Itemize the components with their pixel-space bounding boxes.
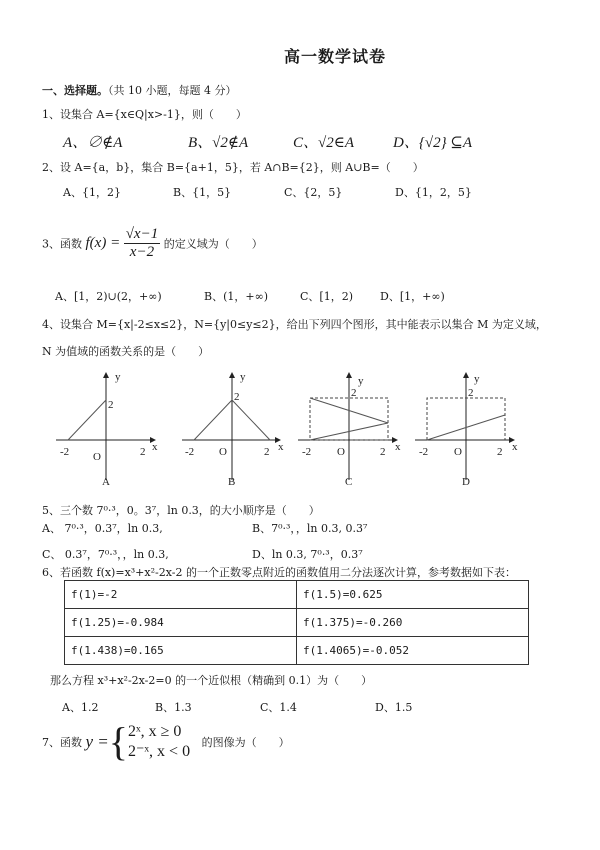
q3-denominator: x−2: [129, 244, 155, 260]
q3-fraction: [124, 226, 161, 261]
graph-a: [56, 371, 158, 488]
x-tick-2: 2: [140, 446, 146, 458]
graph-c: [298, 375, 401, 488]
origin-label: O: [93, 451, 101, 463]
q4-stem-line2: N 为值域的函数关系的是（ ）: [42, 345, 210, 358]
q6-option-d: D、1.5: [375, 701, 413, 714]
q7-prefix: 7、函数: [42, 736, 82, 749]
q7-suffix: 的图像为（ ）: [201, 736, 290, 749]
x-tick-2: 2: [497, 446, 503, 458]
y-tick-2: 2: [108, 399, 114, 411]
q4-graphs: [0, 360, 600, 495]
q7-function: y =: [85, 732, 109, 751]
q6-option-a: A、1.2: [62, 701, 99, 714]
table-row: [65, 637, 529, 665]
q2-option-d: D、{1，2，5}: [395, 186, 472, 199]
table-cell: f(1.25)=-0.984: [65, 609, 297, 637]
y-label: y: [115, 371, 121, 383]
q6-followup: 那么方程 x³+x²-2x-2=0 的一个近似根（精确到 0.1）为（ ）: [50, 674, 373, 687]
x-tick-neg2: -2: [302, 446, 312, 458]
table-cell: f(1.5)=0.625: [297, 581, 529, 609]
q1-stem: 1、设集合 A={x∈Q|x>-1}，则（ ）: [42, 108, 247, 121]
q3-function: f(x) =: [85, 235, 121, 251]
y-tick-2: 2: [351, 387, 357, 399]
graph-label: B: [228, 476, 236, 488]
table-row: [65, 581, 529, 609]
page-title: 高一数学试卷: [283, 47, 386, 66]
graph-label: A: [102, 476, 110, 488]
section-title: 一、选择题。: [42, 84, 108, 97]
q3-option-d: D、[1，+∞): [380, 290, 445, 303]
q3-option-a: A、[1，2)∪(2，+∞): [55, 290, 162, 303]
q5-stem: 5、三个数 7⁰·³，0。3⁷，ln 0.3，的大小顺序是（ ）: [42, 504, 320, 517]
q3-prefix: 3、函数: [42, 237, 82, 251]
x-tick-neg2: -2: [419, 446, 429, 458]
y-label: y: [240, 371, 246, 383]
q2-option-b: B、{1，5}: [173, 186, 232, 199]
q5-option-c: C、 0.3⁷，7⁰·³，，ln 0.3,: [42, 548, 169, 561]
q5-option-b: B、7⁰·³，，ln 0.3, 0.3⁷: [252, 522, 368, 535]
section-heading: [42, 82, 236, 98]
table-row: [65, 609, 529, 637]
q1-option-b: B、√2∉A: [188, 135, 249, 151]
q1-option-a: A、∅∉A: [63, 135, 123, 151]
q2-stem: 2、设 A={a，b}，集合 B={a+1，5}，若 A∩B={2}，则 A∪B=（ ）: [42, 161, 424, 174]
origin-label: O: [337, 446, 345, 458]
q5-option-d: D、ln 0.3, 7⁰·³，0.3⁷: [252, 548, 363, 561]
q5-option-a: A、 7⁰·³，0.3⁷，ln 0.3,: [42, 522, 163, 535]
x-tick-neg2: -2: [60, 446, 70, 458]
origin-label: O: [219, 446, 227, 458]
q7-piecewise: [128, 722, 190, 762]
q6-option-b: B、1.3: [155, 701, 192, 714]
graph-label: C: [345, 476, 353, 488]
q2-option-c: C、{2，5}: [284, 186, 343, 199]
table-cell: f(1)=-2: [65, 581, 297, 609]
q3-stem: [42, 226, 263, 261]
graph-line: [68, 400, 106, 440]
q1-option-c: C、√2∈A: [293, 135, 355, 151]
x-tick-2: 2: [380, 446, 386, 458]
q3-option-c: C、[1，2): [300, 290, 353, 303]
x-tick-neg2: -2: [185, 446, 195, 458]
brace: {: [108, 719, 128, 764]
y-tick-2: 2: [234, 391, 240, 403]
q7-case-2: 2⁻ˣ, x < 0: [127, 743, 191, 760]
x-label: x: [395, 441, 401, 453]
origin-label: O: [454, 446, 462, 458]
q7-stem: [42, 719, 290, 764]
table-cell: f(1.438)=0.165: [65, 637, 297, 665]
graph-label: D: [462, 476, 470, 488]
y-label: y: [474, 373, 480, 385]
q1-option-d: D、{√2} ⊆A: [393, 135, 473, 151]
q3-option-b: B、(1，+∞): [204, 290, 269, 303]
graph-d: [415, 373, 518, 488]
table-cell: f(1.375)=-0.260: [297, 609, 529, 637]
x-label: x: [512, 441, 518, 453]
q2-option-a: A、{1，2}: [63, 186, 121, 199]
y-tick-2: 2: [468, 387, 474, 399]
x-label: x: [278, 441, 284, 453]
x-tick-2: 2: [264, 446, 270, 458]
q6-data-table: [64, 580, 529, 665]
q4-stem-line1: 4、设集合 M={x|-2≤x≤2}，N={y|0≤y≤2}，给出下列四个图形，其中能表示以集合 M 为定义域，: [42, 318, 547, 331]
q3-suffix: 的定义域为（ ）: [163, 237, 263, 251]
q3-numerator: √x−1: [125, 226, 159, 242]
y-label: y: [358, 375, 364, 387]
section-note: （共 10 小题，每题 4 分）: [108, 84, 237, 97]
q7-case-1: 2ˣ, x ≥ 0: [127, 723, 182, 740]
q6-option-c: C、1.4: [260, 701, 297, 714]
x-label: x: [152, 441, 158, 453]
table-cell: f(1.4065)=-0.052: [297, 637, 529, 665]
graph-b: [182, 371, 284, 488]
q6-stem: 6、若函数 f(x)=x³+x²-2x-2 的一个正数零点附近的函数值用二分法逐次计算，参考数据如下表：: [42, 566, 516, 579]
